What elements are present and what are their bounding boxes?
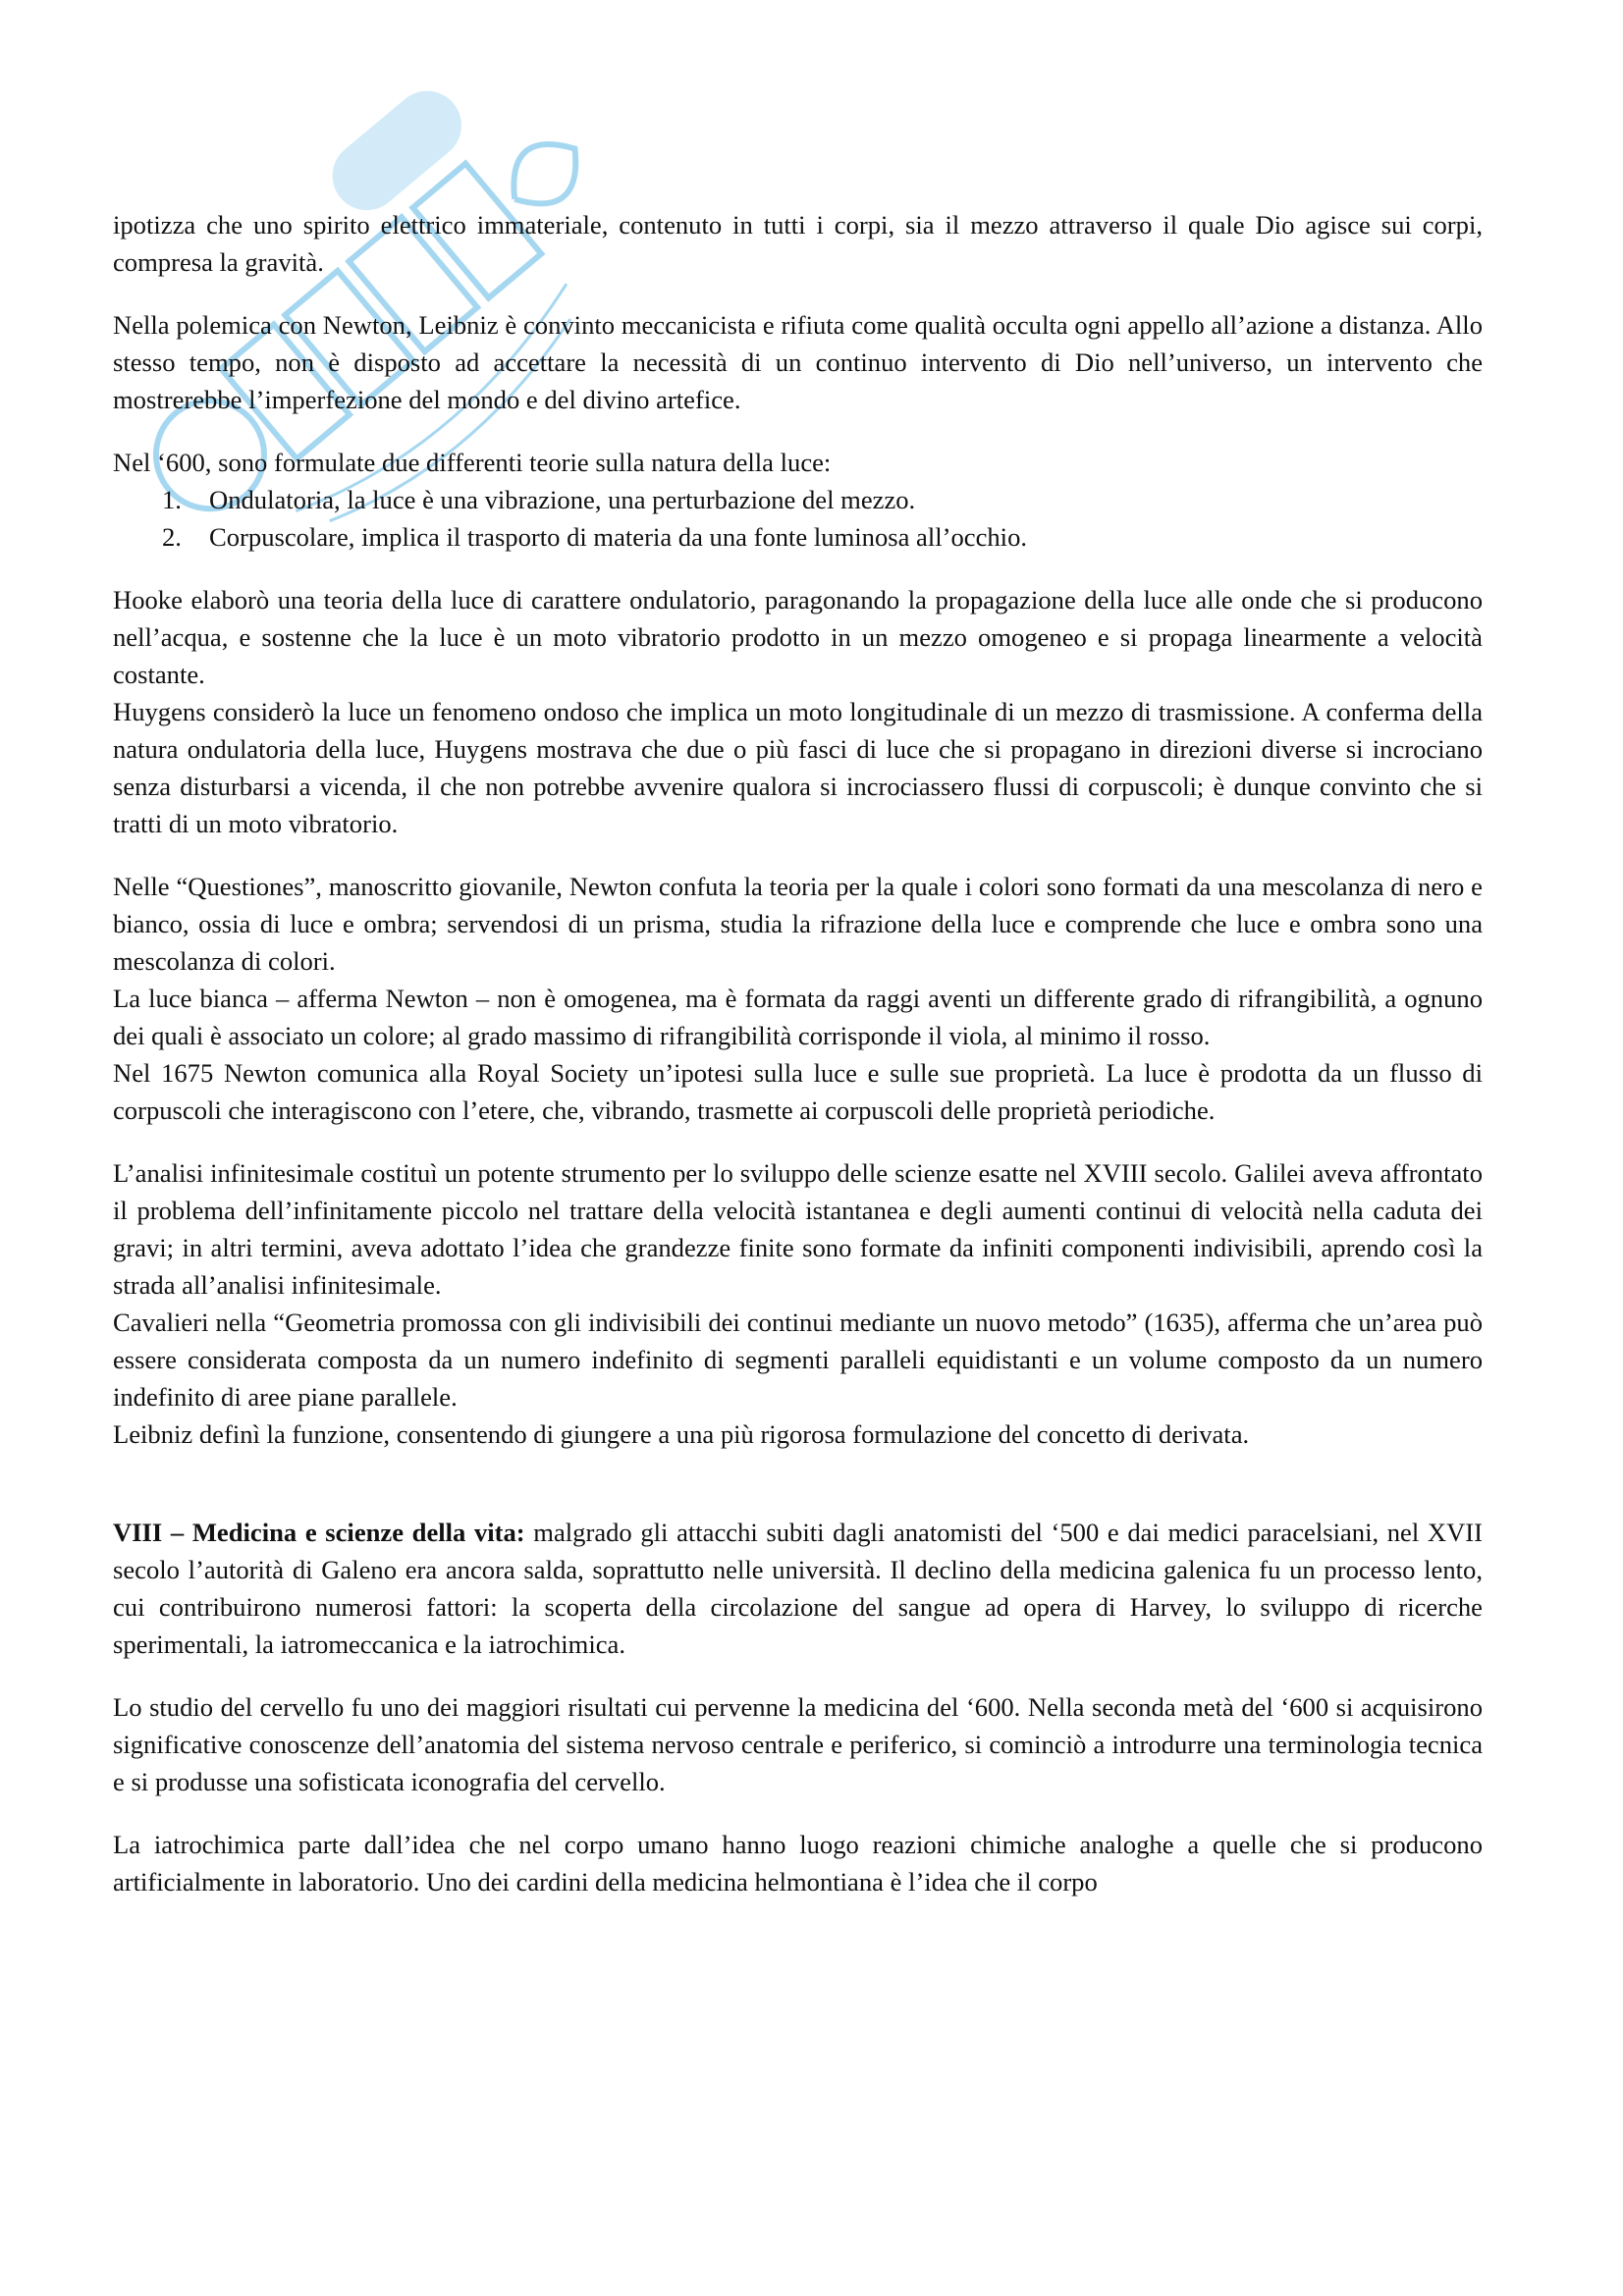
paragraph-hooke: Hooke elaborò una teoria della luce di carattere ondulatorio, paragonando la propagazione della luce alle onde che si producono nell’acqua, e sostenne che la luce è un moto vibratorio prodotto in un mezzo omogeneo e si propaga linearmente a velocità costante. bbox=[113, 585, 1483, 689]
paragraph-huygens: Huygens considerò la luce un fenomeno ondoso che implica un moto longitudinale di un mezzo di trasmissione. A conferma della natura ondulatoria della luce, Huygens mostrava che due o più fasci di luce che si propagano in direzioni diverse si incrociano senza disturbarsi a vicenda, il che non potrebbe avvenire qualora si incrociassero flussi di corpuscoli; è dunque convinto che si tratti di un moto vibratorio. bbox=[113, 697, 1483, 838]
list-item-text: Ondulatoria, la luce è una vibrazione, una perturbazione del mezzo. bbox=[209, 485, 916, 514]
list-item-number: 1. bbox=[162, 485, 182, 514]
list-item-number: 2. bbox=[162, 522, 182, 552]
paragraph-leibniz-funzione: Leibniz definì la funzione, consentendo di giungere a una più rigorosa formulazione del concetto di derivata. bbox=[113, 1419, 1250, 1449]
teorie-luce-list bbox=[113, 481, 1483, 556]
paragraph-luce-bianca: La luce bianca – afferma Newton – non è omogenea, ma è formata da raggi aventi un differente grado di rifrangibilità, a ognuno dei quali è associato un colore; al grado massimo di rifrangibilità corrisponde il viola, al minimo il rosso. bbox=[113, 984, 1483, 1050]
section-heading: VIII – Medicina e scienze della vita: bbox=[113, 1518, 525, 1547]
paragraph-cavalieri: Cavalieri nella “Geometria promossa con gli indivisibili dei continui mediante un nuovo metodo” (1635), afferma che un’area può essere considerata composta da un numero indefinito di segmenti paralleli equidistanti e un volume composto da un numero indefinito di aree piane parallele. bbox=[113, 1308, 1483, 1412]
list-item-text: Corpuscolare, implica il trasporto di materia da una fonte luminosa all’occhio. bbox=[209, 522, 1028, 552]
document-page bbox=[113, 206, 1483, 1900]
paragraph-medicina-section bbox=[113, 1514, 1483, 1663]
paragraph-spirito-elettrico: ipotizza che uno spirito elettrico immateriale, contenuto in tutti i corpi, sia il mezzo attraverso il quale Dio agisce sui corpi, compresa la gravità. bbox=[113, 210, 1483, 277]
list-item bbox=[113, 481, 1483, 518]
section-body: malgrado gli attacchi subiti dagli anatomisti del ‘500 e dai medici paracelsiani, nel XVII secolo l’autorità di Galeno era ancora salda, soprattutto nelle università. Il declino della medicina galenica fu un processo lento, cui contribuirono numerosi fattori: la scoperta della circolazione del sangue ad opera di Harvey, lo sviluppo di ricerche sperimentali, la iatromeccanica e la iatrochimica. bbox=[113, 1518, 1483, 1659]
paragraph-royal-society: Nel 1675 Newton comunica alla Royal Society un’ipotesi sulla luce e sulle sue proprietà. La luce è prodotta da un flusso di corpuscoli che interagiscono con l’etere, che, vibrando, trasmette ai corpuscoli delle proprietà periodiche. bbox=[113, 1058, 1483, 1125]
paragraph-analisi-infinitesimale: L’analisi infinitesimale costituì un potente strumento per lo sviluppo delle scienze esatte nel XVIII secolo. Galilei aveva affrontato il problema dell’infinitamente piccolo nel trattare della velocità istantanea e degli aumenti continui di velocità nella caduta dei gravi; in altri termini, aveva adottato l’idea che grandezze finite sono formate da infiniti componenti indivisibili, aprendo così la strada all’analisi infinitesimale. bbox=[113, 1158, 1483, 1300]
paragraph-leibniz-polemica: Nella polemica con Newton, Leibniz è convinto meccanicista e rifiuta come qualità occulta ogni appello all’azione a distanza. Allo stesso tempo, non è disposto ad accettare la necessità di un continuo intervento di Dio nell’universo, un intervento che mostrerebbe l’imperfezione del mondo e del divino artefice. bbox=[113, 310, 1483, 414]
paragraph-teorie-luce-intro: Nel ‘600, sono formulate due differenti teorie sulla natura della luce: bbox=[113, 448, 832, 477]
paragraph-iatrochimica: La iatrochimica parte dall’idea che nel corpo umano hanno luogo reazioni chimiche analoghe a quelle che si producono artificialmente in laboratorio. Uno dei cardini della medicina helmontiana è l’idea che il corpo bbox=[113, 1830, 1483, 1896]
list-item bbox=[113, 518, 1483, 556]
paragraph-questiones: Nelle “Questiones”, manoscritto giovanile, Newton confuta la teoria per la quale i colori sono formati da una mescolanza di nero e bianco, ossia di luce e ombra; servendosi di un prisma, studia la rifrazione della luce e comprende che luce e ombra sono una mescolanza di colori. bbox=[113, 872, 1483, 976]
paragraph-cervello: Lo studio del cervello fu uno dei maggiori risultati cui pervenne la medicina del ‘600. Nella seconda metà del ‘600 si acquisirono significative conoscenze dell’anatomia del sistema nervoso centrale e periferico, si cominciò a introdurre una terminologia tecnica e si produsse una sofisticata iconografia del cervello. bbox=[113, 1692, 1483, 1796]
